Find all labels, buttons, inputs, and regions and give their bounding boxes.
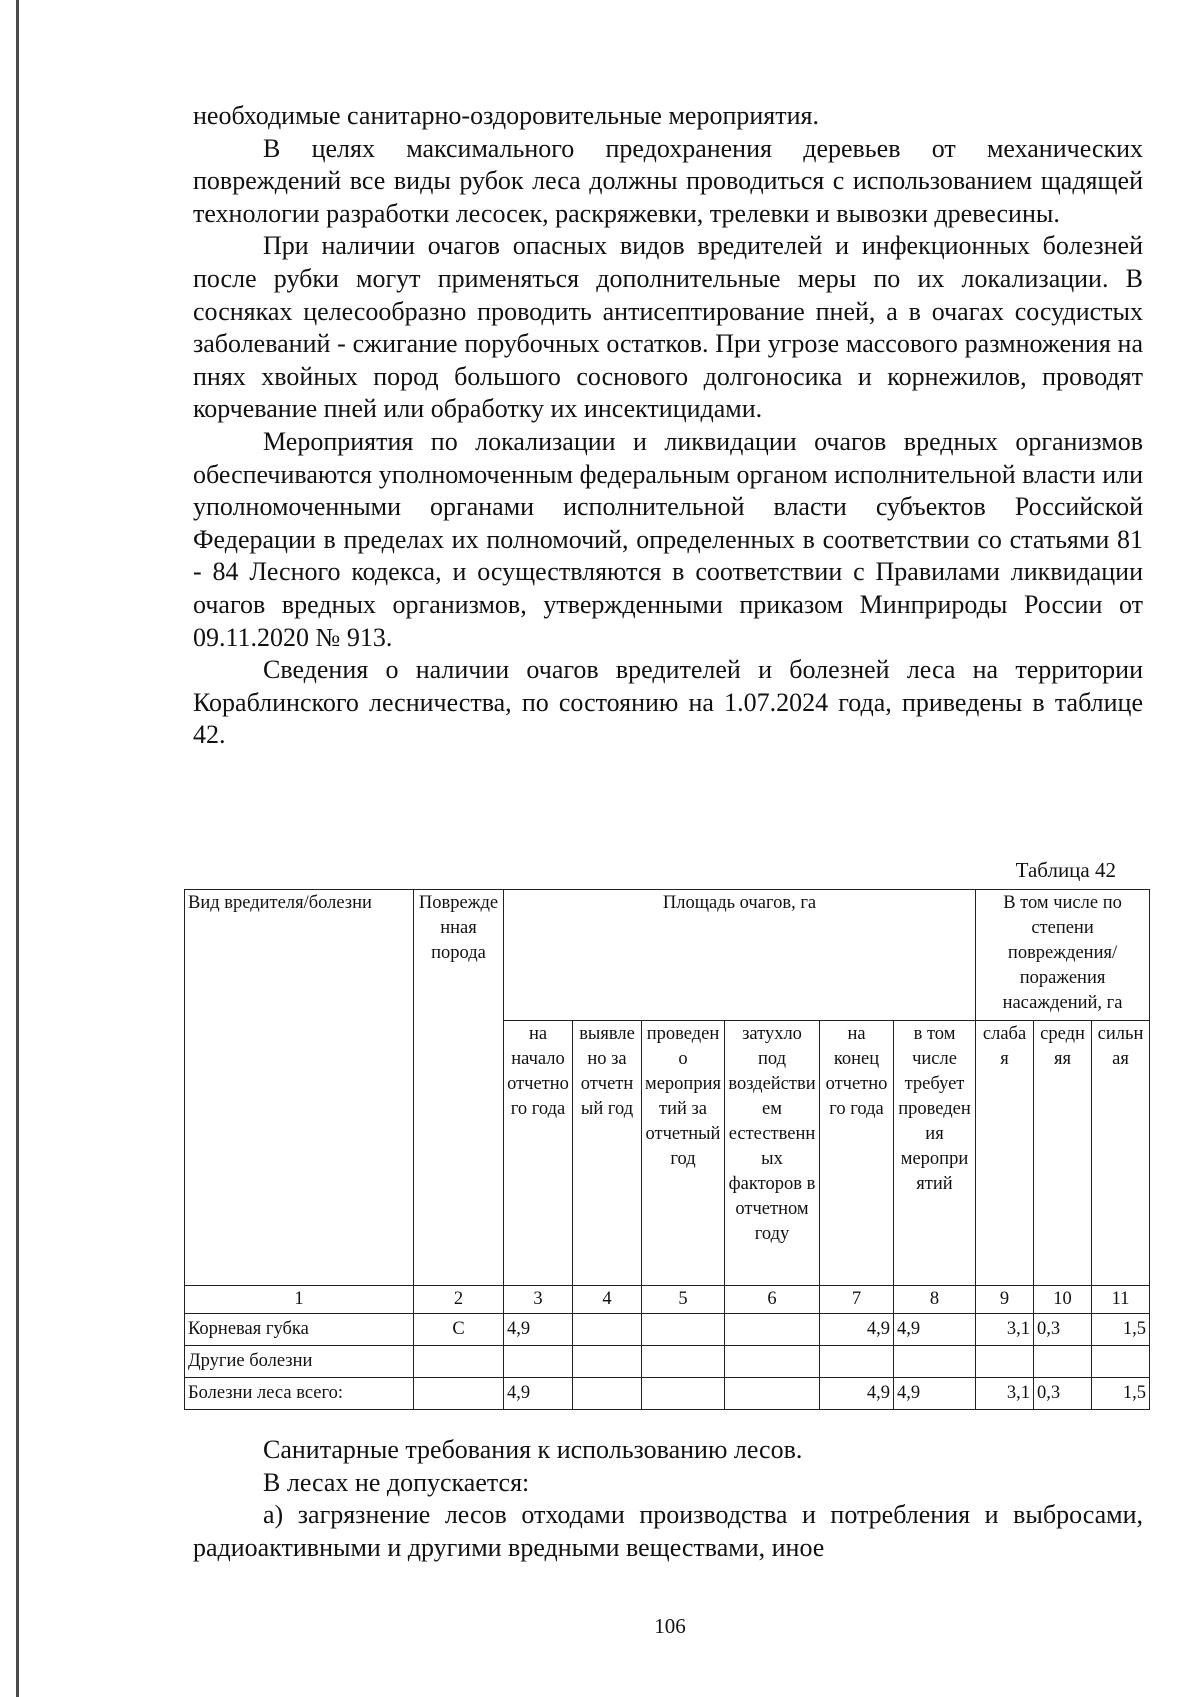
table-row <box>185 1378 1150 1410</box>
paragraph-5: Сведения о наличии очагов вредителей и болезней леса на территории Кораблинского лесничества, по состоянию на 1.07.2024 года, приведены в таблице 42. <box>193 655 1143 750</box>
header-degree-group: В том числе по степени повреждения/поражения насаждений, га <box>976 890 1150 1021</box>
page-number: 106 <box>654 1614 686 1638</box>
col-number: 4 <box>573 1286 642 1314</box>
header-area-group: Площадь очагов, га <box>504 890 976 1021</box>
table-cell <box>1034 1346 1092 1378</box>
table-cell: 4,9 <box>504 1314 573 1346</box>
header-end-of-year: на конец отчетного года <box>820 1021 894 1286</box>
paragraph-1: необходимые санитарно-оздоровительные мероприятия. <box>193 101 819 130</box>
body-text-top <box>193 100 1143 752</box>
header-strong: сильная <box>1092 1021 1150 1286</box>
table-cell <box>642 1378 725 1410</box>
table-row <box>185 1346 1150 1378</box>
table-cell <box>573 1314 642 1346</box>
table-cell: Другие болезни <box>185 1346 414 1378</box>
table-cell <box>573 1346 642 1378</box>
paragraph-7: В лесах не допускается: <box>263 1467 530 1497</box>
table-cell: 4,9 <box>894 1314 976 1346</box>
header-requires-measures: в том числе требует проведения мероприятий <box>894 1021 976 1286</box>
table-cell: С <box>414 1314 504 1346</box>
table-cell: 1,5 <box>1092 1314 1150 1346</box>
body-text-bottom <box>193 1434 1143 1564</box>
table-cell: 3,1 <box>976 1378 1034 1410</box>
col-number: 3 <box>504 1286 573 1314</box>
pests-diseases-table <box>184 889 1150 1410</box>
table-cell <box>725 1378 820 1410</box>
table-cell: 4,9 <box>820 1314 894 1346</box>
col-number: 10 <box>1034 1286 1092 1314</box>
header-weak: слабая <box>976 1021 1034 1286</box>
header-row-1 <box>185 890 1150 1021</box>
table-row <box>185 1314 1150 1346</box>
header-detected: выявлено за отчетный год <box>573 1021 642 1286</box>
scan-edge-line <box>16 0 19 1697</box>
col-number: 9 <box>976 1286 1034 1314</box>
table-cell <box>894 1346 976 1378</box>
column-numbers-row <box>185 1286 1150 1314</box>
header-start-of-year: на начало отчетного года <box>504 1021 573 1286</box>
table-cell <box>414 1346 504 1378</box>
col-number: 11 <box>1092 1286 1150 1314</box>
table-cell <box>725 1314 820 1346</box>
header-pest-type: Вид вредителя/болезни <box>185 890 414 1286</box>
table-cell <box>725 1346 820 1378</box>
table-cell: 4,9 <box>504 1378 573 1410</box>
table-cell: 0,3 <box>1034 1314 1092 1346</box>
col-number: 5 <box>642 1286 725 1314</box>
table-cell: 3,1 <box>976 1314 1034 1346</box>
paragraph-6: Санитарные требования к использованию лесов. <box>263 1435 803 1464</box>
table-cell <box>976 1346 1034 1378</box>
table-cell: 0,3 <box>1034 1378 1092 1410</box>
header-medium: средняя <box>1034 1021 1092 1286</box>
paragraph-4: Мероприятия по локализации и ликвидации очагов вредных организмов обеспечиваются уполномоченным федеральным органом исполнительной власти или уполномоченными органами исполнительной власти субъектов Российской Федерации в пределах их полномочий, определенных в соответствии со статьями 81 - 84 Лесного кодекса, и осуществляются в соответствии с Правилами ликвидации очагов вредных организмов, утвержденными приказом Минприроды России от 09.11.2020 № 913. <box>193 426 1143 652</box>
table-cell: 1,5 <box>1092 1378 1150 1410</box>
col-number: 1 <box>185 1286 414 1314</box>
table-cell <box>820 1346 894 1378</box>
table-cell <box>414 1378 504 1410</box>
paragraph-3: При наличии очагов опасных видов вредителей и инфекционных болезней после рубки могут применяться дополнительные меры по их локализации. В сосняках целесообразно проводить антисептирование пней, а в очагах сосудистых заболеваний - сжигание порубочных остатков. При угрозе массового размножения на пнях хвойных пород большого соснового долгоносика и корнежилов, проводят корчевание пней или обработку их инсектицидами. <box>193 231 1143 424</box>
table-cell: 4,9 <box>820 1378 894 1410</box>
header-measures-done: проведено мероприятий за отчетный год <box>642 1021 725 1286</box>
paragraph-2: В целях максимального предохранения деревьев от механических повреждений все виды рубок леса должны проводиться с использованием щадящей технологии разработки лесосек, раскряжевки, трелевки и вывозки древесины. <box>193 133 1143 228</box>
col-number: 8 <box>894 1286 976 1314</box>
col-number: 6 <box>725 1286 820 1314</box>
paragraph-8: а) загрязнение лесов отходами производства и потребления и выбросами, радиоактивными и другими вредными веществами, иное <box>193 1500 1143 1562</box>
table-cell <box>573 1378 642 1410</box>
header-natural-decay: затухло под воздействием естественных факторов в отчетном году <box>725 1021 820 1286</box>
table-cell: 4,9 <box>894 1378 976 1410</box>
table-cell: Болезни леса всего: <box>185 1378 414 1410</box>
table-caption: Таблица 42 <box>1015 858 1116 882</box>
table-cell <box>642 1346 725 1378</box>
table-cell <box>1092 1346 1150 1378</box>
header-damaged-species: Поврежденная порода <box>414 890 504 1286</box>
table-cell <box>504 1346 573 1378</box>
table-cell: Корневая губка <box>185 1314 414 1346</box>
table-cell <box>642 1314 725 1346</box>
col-number: 2 <box>414 1286 504 1314</box>
col-number: 7 <box>820 1286 894 1314</box>
